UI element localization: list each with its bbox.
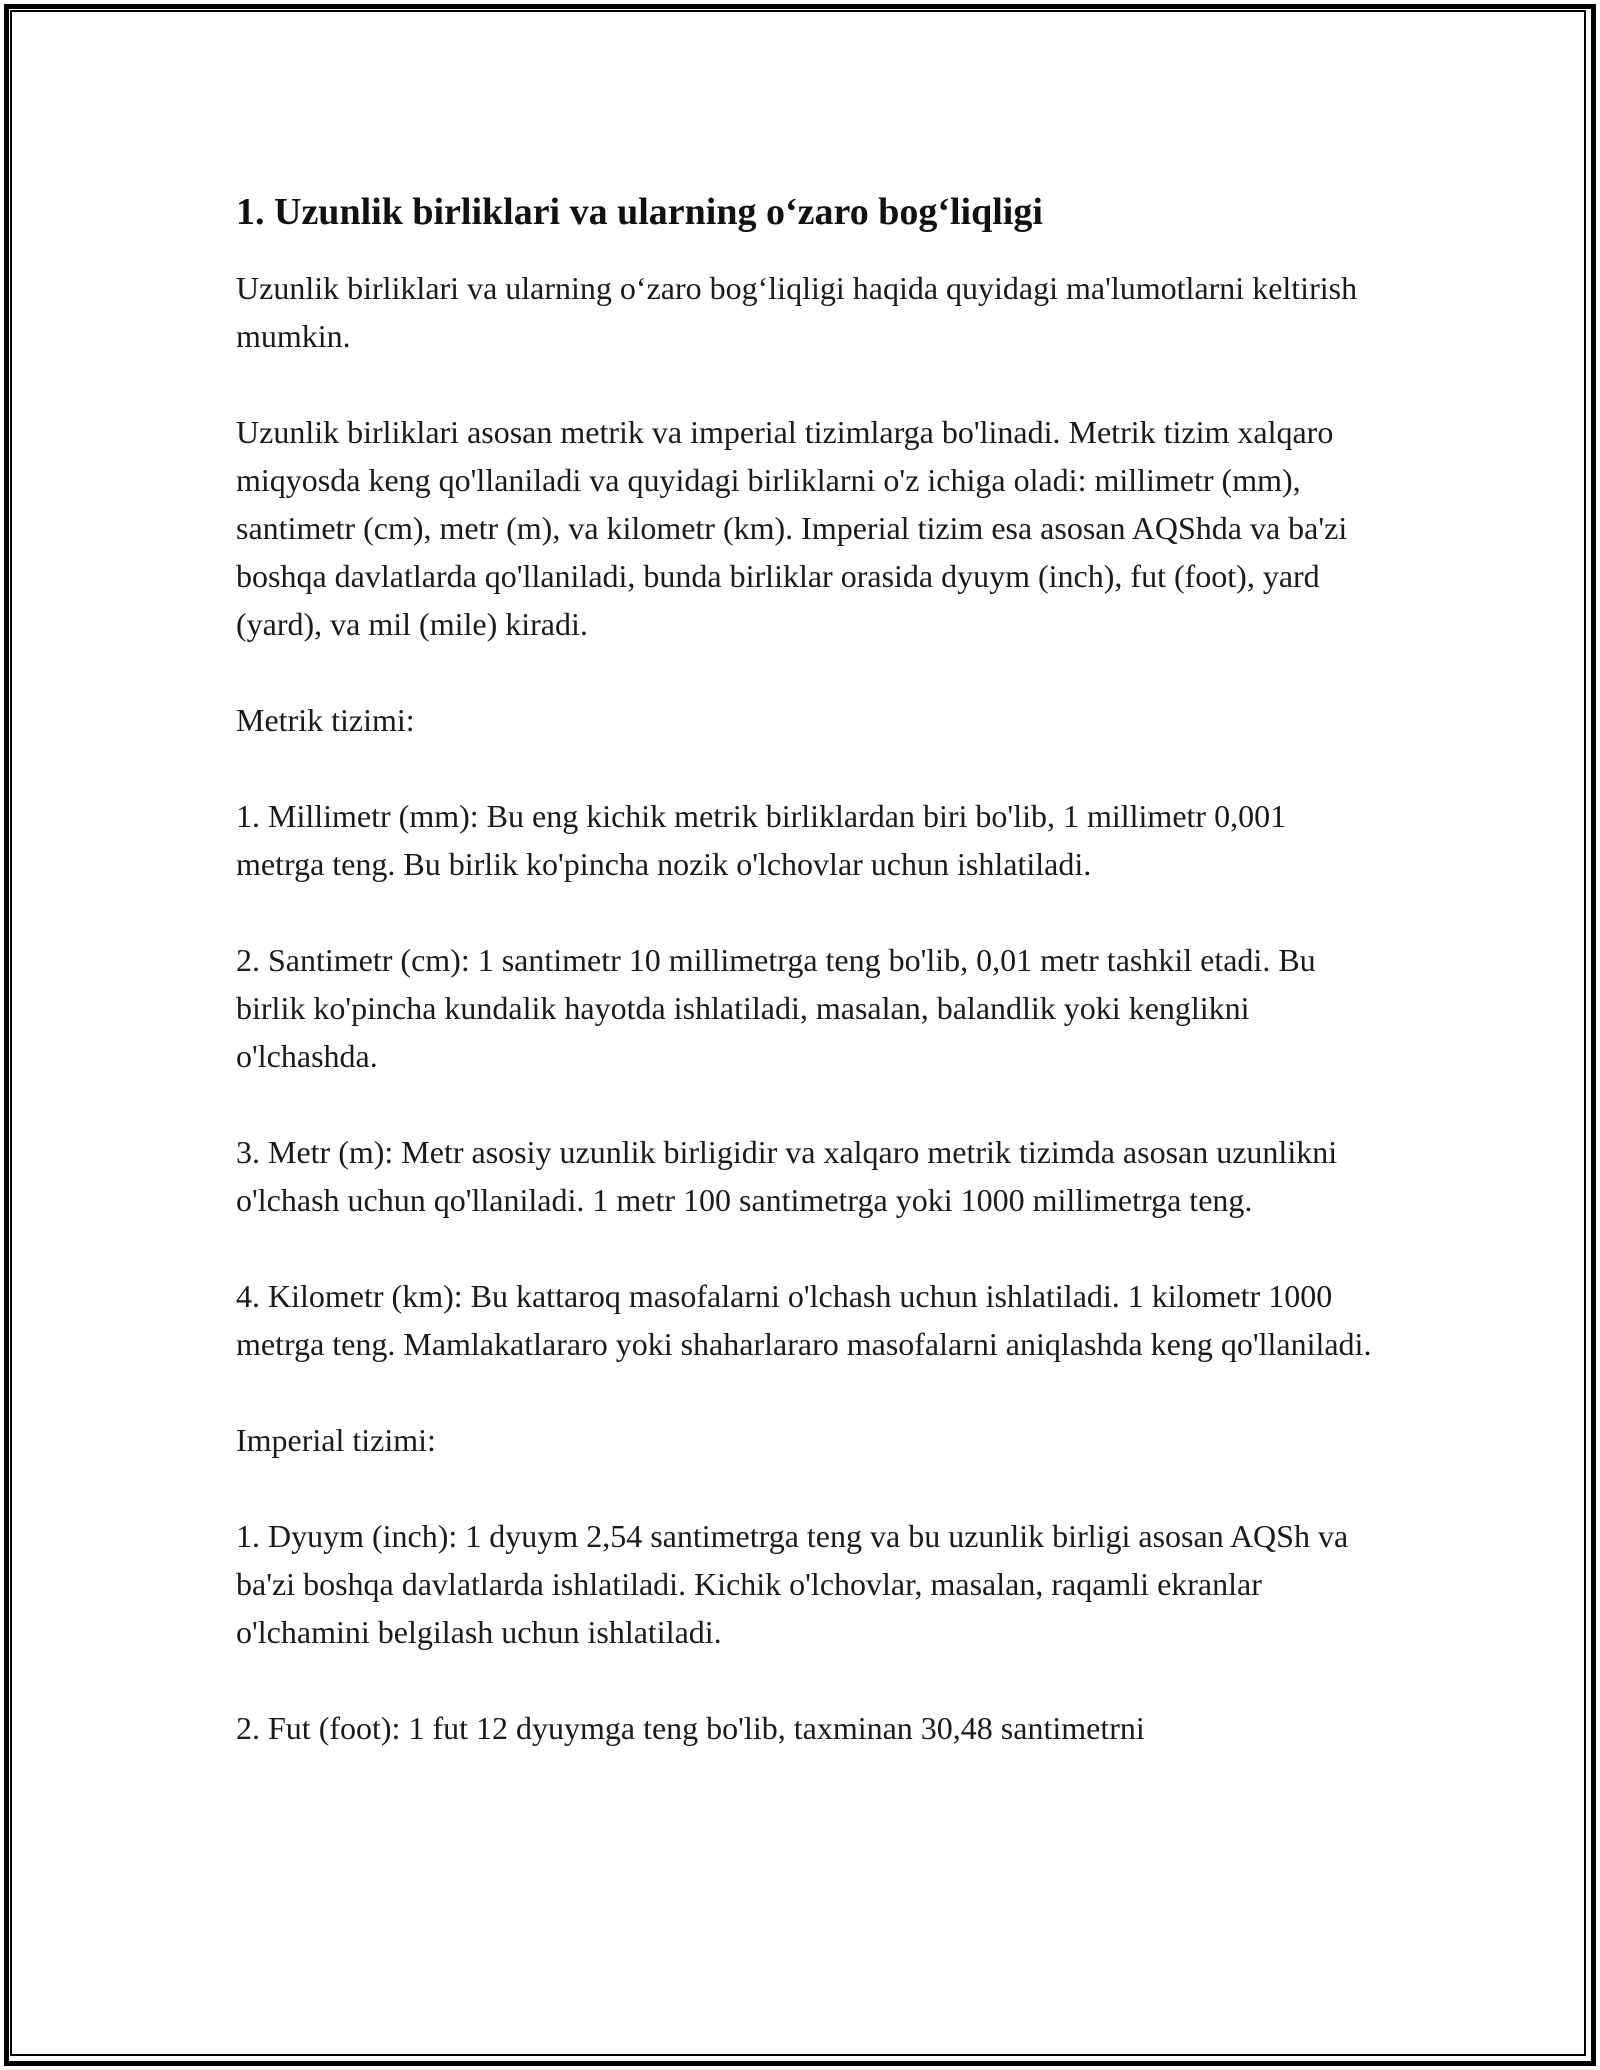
intro-paragraph: Uzunlik birliklari va ularning o‘zaro bog‘liqligi haqida quyidagi ma'lumotlarni keltirish mumkin. [236, 270, 1358, 354]
metric-item-millimetr: 1. Millimetr (mm): Bu eng kichik metrik birliklardan biri bo'lib, 1 millimetr 0,001 metrga teng. Bu birlik ko'pincha nozik o'lchovlar uchun ishlatiladi. [236, 798, 1287, 882]
document-title: 1. Uzunlik birliklari va ularning o‘zaro bog‘liqligi [236, 191, 1043, 233]
metric-item-metr: 3. Metr (m): Metr asosiy uzunlik birligidir va xalqaro metrik tizimda asosan uzunlikni o'lchash uchun qo'llaniladi. 1 metr 100 santimetrga yoki 1000 millimetrga teng. [236, 1134, 1338, 1218]
imperial-heading: Imperial tizimi: [236, 1422, 436, 1458]
document-body [236, 186, 1376, 1800]
metric-item-santimetr: 2. Santimetr (cm): 1 santimetr 10 millimetrga teng bo'lib, 0,01 metr tashkil etadi. Bu birlik ko'pincha kundalik hayotda ishlatiladi, masalan, balandlik yoki kenglikni o'lchashda. [236, 942, 1316, 1074]
metric-heading: Metrik tizimi: [236, 702, 415, 738]
imperial-item-dyuym: 1. Dyuym (inch): 1 dyuym 2,54 santimetrga teng va bu uzunlik birligi asosan AQSh va ba'zi boshqa davlatlarda ishlatiladi. Kichik o'lchovlar, masalan, raqamli ekranlar o'lchamini belgilash uchun ishlatiladi. [236, 1518, 1349, 1650]
overview-paragraph: Uzunlik birliklari asosan metrik va imperial tizimlarga bo'linadi. Metrik tizim xalqaro miqyosda keng qo'llaniladi va quyidagi birliklarni o'z ichiga oladi: millimetr (mm), santimetr (cm), metr (m), va kilometr (km). Imperial tizim esa asosan AQShda va ba'zi boshqa davlatlarda qo'llaniladi, bunda birliklar orasida dyuym (inch), fut (foot), yard (yard), va mil (mile) kiradi. [236, 414, 1348, 642]
imperial-item-fut: 2. Fut (foot): 1 fut 12 dyuymga teng bo'lib, taxminan 30,48 santimetrni [236, 1710, 1145, 1746]
metric-item-kilometr: 4. Kilometr (km): Bu kattaroq masofalarni o'lchash uchun ishlatiladi. 1 kilometr 1000 metrga teng. Mamlakatlararo yoki shaharlararo masofalarni aniqlashda keng qo'llaniladi. [236, 1278, 1372, 1362]
